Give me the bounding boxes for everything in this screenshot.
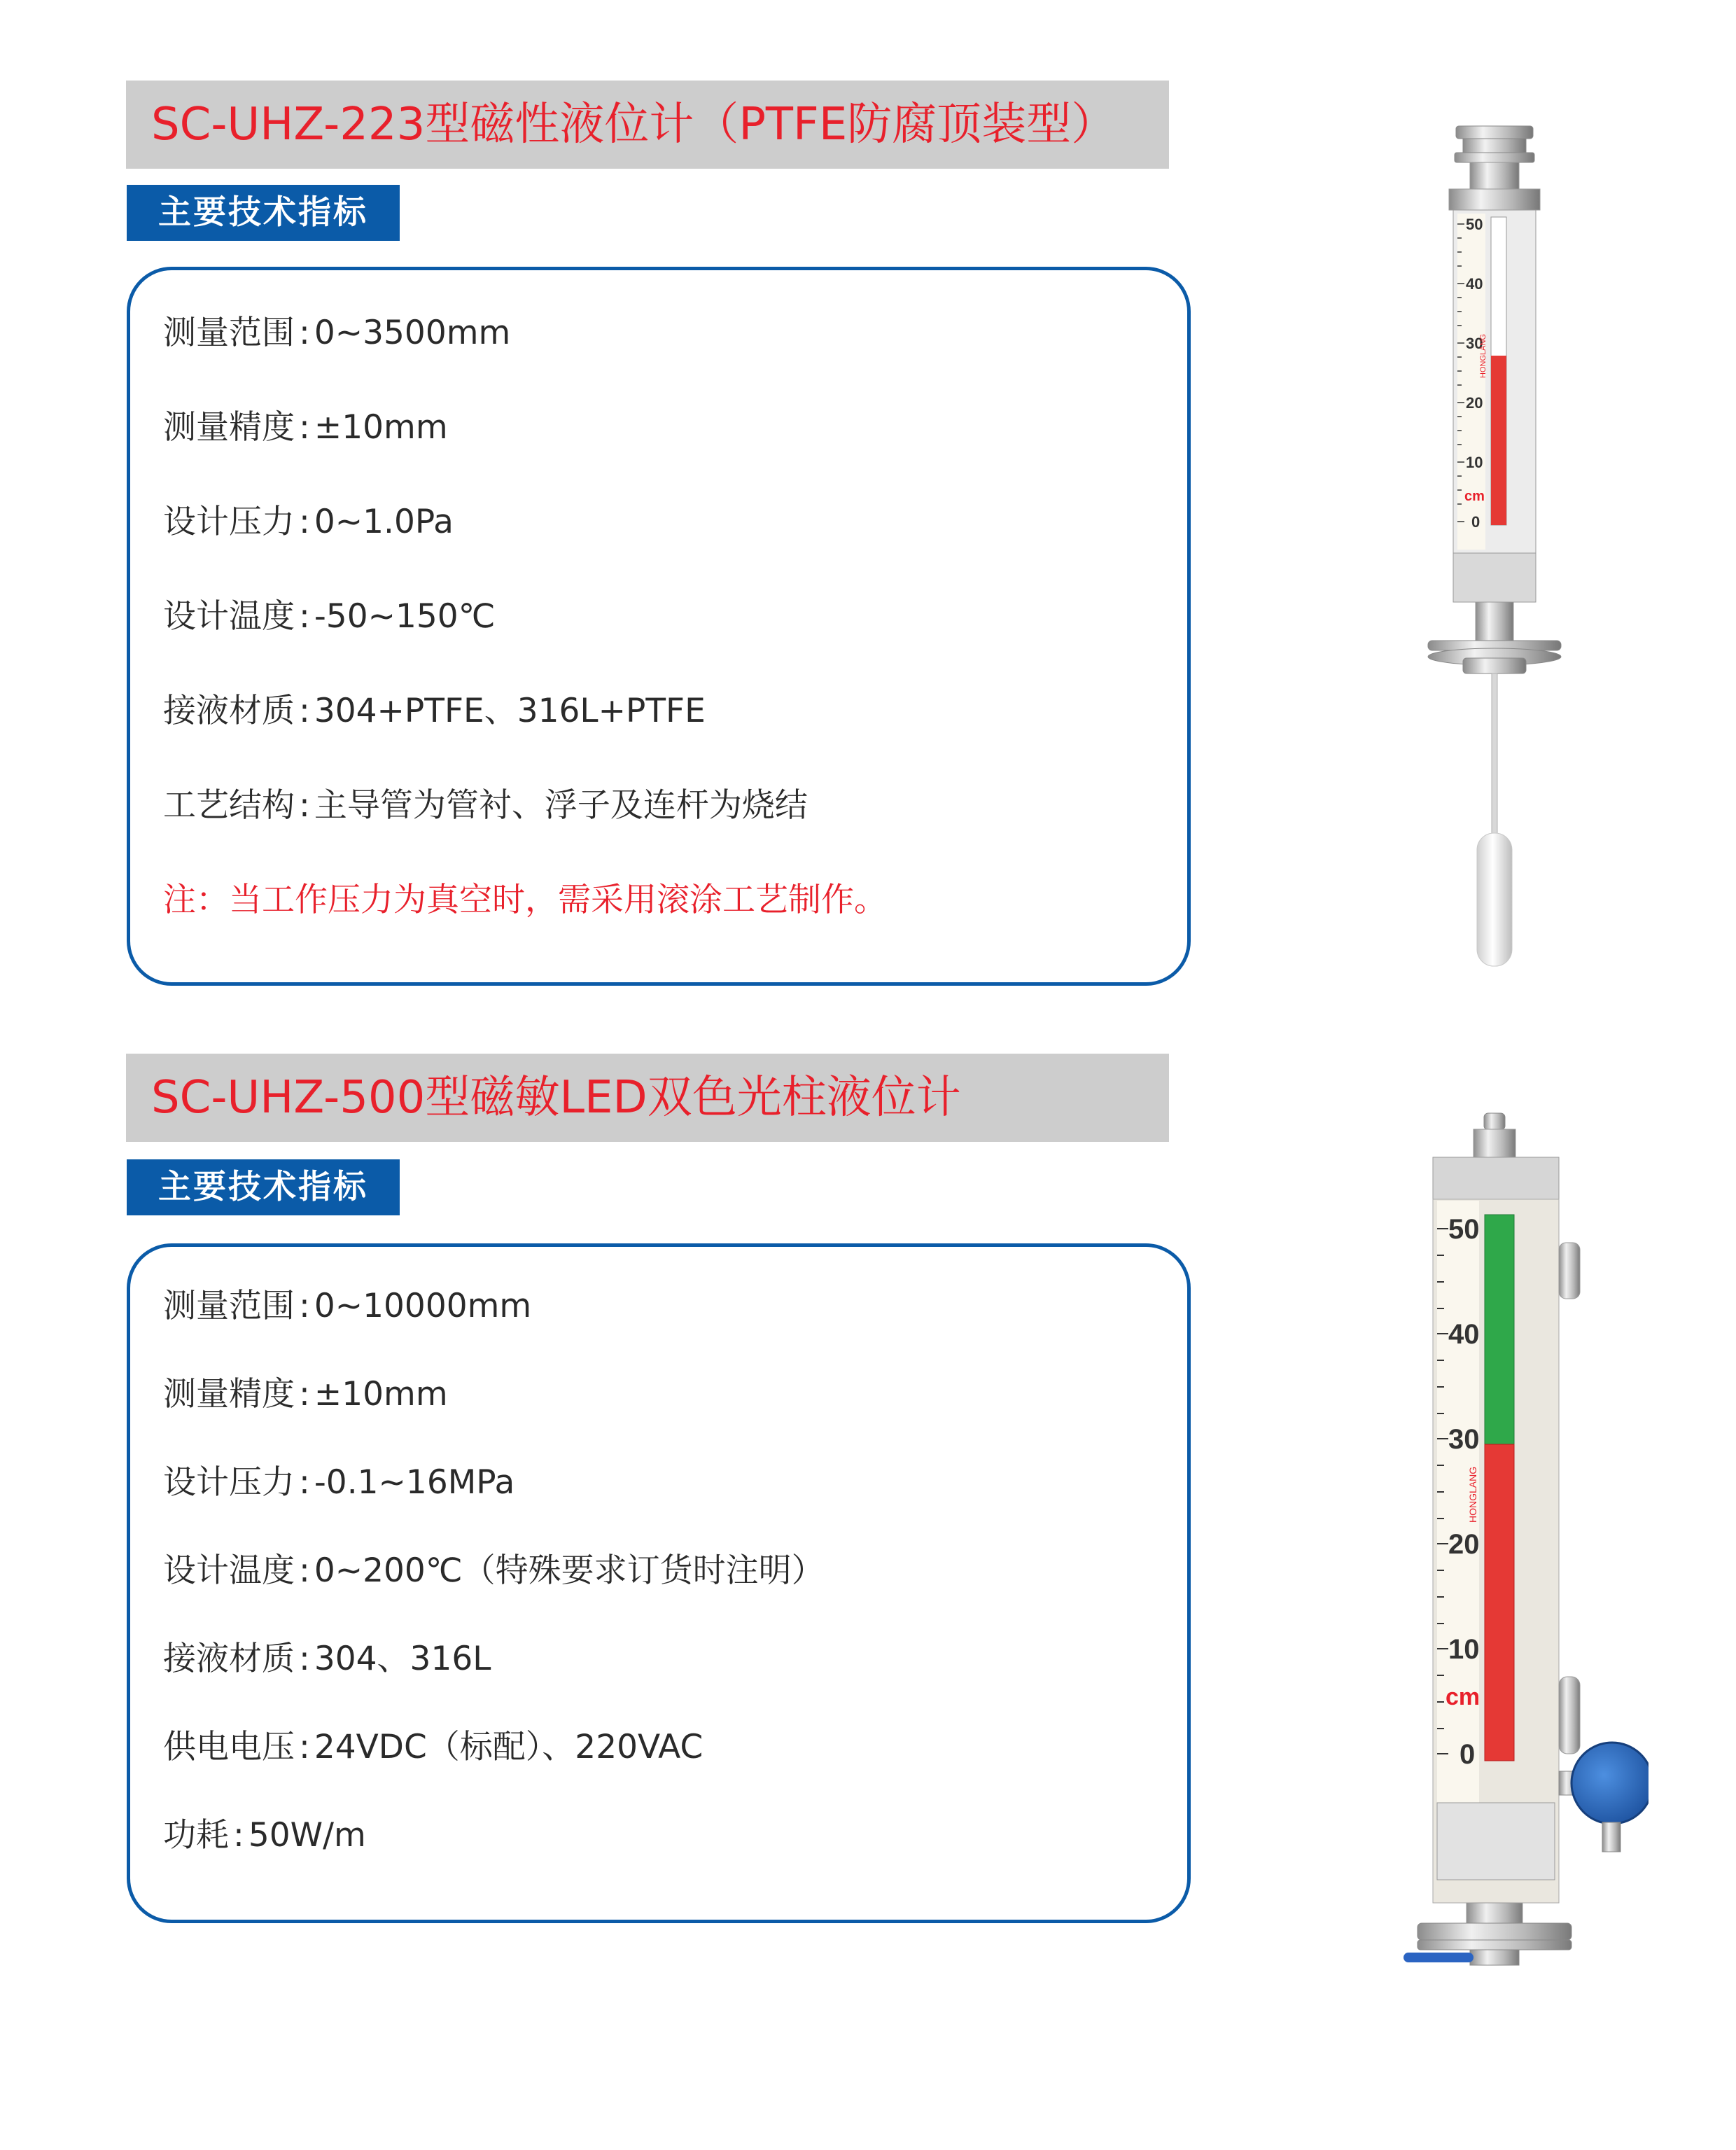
brand-label: HONGLANG [1467, 1466, 1478, 1523]
spec-value: 304+PTFE、316L+PTFE [314, 692, 706, 730]
spec-label: 设计压力 [163, 503, 295, 541]
spec-label: 功耗 [163, 1816, 229, 1855]
scale-tick-label: 20 [1448, 1529, 1480, 1560]
spec-value: 0~10000mm [314, 1287, 532, 1325]
spec-item: 工艺结构 : 主导管为管衬、浮子及连杆为烧结 [163, 786, 808, 825]
scale-tick-label: 0 [1471, 513, 1480, 531]
spec-label: 测量精度 [163, 1375, 295, 1413]
scale-tick-label: 50 [1448, 1214, 1480, 1245]
spec-item: 测量范围 : 0~10000mm [163, 1287, 532, 1325]
spec-value: -50~150℃ [314, 597, 496, 636]
spec-value: 0~200℃（特殊要求订货时注明） [314, 1551, 825, 1590]
led-column-red [1485, 1444, 1514, 1761]
valve-handle [1404, 1953, 1474, 1962]
spec-item: 供电电压 : 24VDC（标配）、220VAC [163, 1728, 704, 1766]
product2-section-label: 主要技术指标 [127, 1159, 400, 1215]
product2-title: SC-UHZ-500型磁敏LED双色光柱液位计 [126, 1054, 1169, 1142]
spec-label: 供电电压 [163, 1728, 295, 1766]
spec-value: 0~3500mm [314, 314, 511, 352]
spec-label: 设计温度 [163, 1551, 295, 1590]
spec-label: 设计温度 [163, 597, 295, 636]
level-indicator-red [1491, 356, 1506, 525]
spec-value: ±10mm [314, 1375, 448, 1413]
spec-value: 304、316L [314, 1640, 491, 1678]
spec-value: 主导管为管衬、浮子及连杆为烧结 [314, 786, 808, 825]
spec-item: 功耗 : 50W/m [163, 1816, 366, 1855]
scale-tick-label: 0 [1460, 1739, 1476, 1770]
product1-spec-box [127, 267, 1191, 986]
spec-value: ±10mm [314, 408, 448, 447]
scale-tick-label: 40 [1466, 275, 1483, 293]
product1-section-label: 主要技术指标 [127, 185, 400, 241]
spec-label: 设计压力 [163, 1463, 295, 1502]
junction-box [1572, 1743, 1648, 1824]
spec-item: 设计温度 : -50~150℃ [163, 597, 496, 636]
spec-value: 24VDC（标配）、220VAC [314, 1728, 704, 1766]
spec-item: 设计压力 : 0~1.0Pa [163, 503, 454, 541]
scale-unit: cm [1464, 489, 1485, 504]
spec-value: -0.1~16MPa [314, 1463, 515, 1502]
scale-tick-label: 40 [1448, 1319, 1480, 1350]
product2-spec-box [127, 1243, 1191, 1923]
spec-item: 设计温度 : 0~200℃（特殊要求订货时注明） [163, 1551, 825, 1590]
product2-gauge-image [1390, 1103, 1648, 1971]
vacuum-note: 注：当工作压力为真空时，需采用滚涂工艺制作。 [163, 881, 887, 919]
spec-value: 50W/m [248, 1816, 366, 1855]
product1-title: SC-UHZ-223型磁性液位计（PTFE防腐顶装型） [126, 81, 1169, 169]
scale-unit: cm [1446, 1684, 1480, 1710]
spec-label: 测量范围 [163, 314, 295, 352]
spec-item: 设计压力 : -0.1~16MPa [163, 1463, 515, 1502]
spec-value: 0~1.0Pa [314, 503, 454, 541]
scale-tick-label: 30 [1466, 335, 1483, 352]
spec-label: 测量范围 [163, 1287, 295, 1325]
scale-tick-label: 10 [1448, 1634, 1480, 1665]
scale-tick-label: 30 [1448, 1424, 1480, 1455]
spec-label: 测量精度 [163, 408, 295, 447]
brand-label: HONGLANG [1479, 334, 1488, 378]
spec-item: 测量精度 : ±10mm [163, 1375, 448, 1413]
spec-item: 接液材质 : 304、316L [163, 1640, 491, 1678]
spec-item: 测量精度 : ±10mm [163, 408, 448, 447]
scale-tick-label: 50 [1466, 216, 1483, 233]
spec-label: 接液材质 [163, 692, 295, 730]
spec-label: 接液材质 [163, 1640, 295, 1678]
spec-item: 接液材质 : 304+PTFE、316L+PTFE [163, 692, 706, 730]
scale-tick-label: 20 [1466, 394, 1483, 412]
spec-label: 工艺结构 [163, 786, 295, 825]
scale-tick-label: 10 [1466, 454, 1483, 471]
product1-gauge-image [1407, 119, 1575, 987]
spec-item: 测量范围 : 0~3500mm [163, 314, 511, 352]
